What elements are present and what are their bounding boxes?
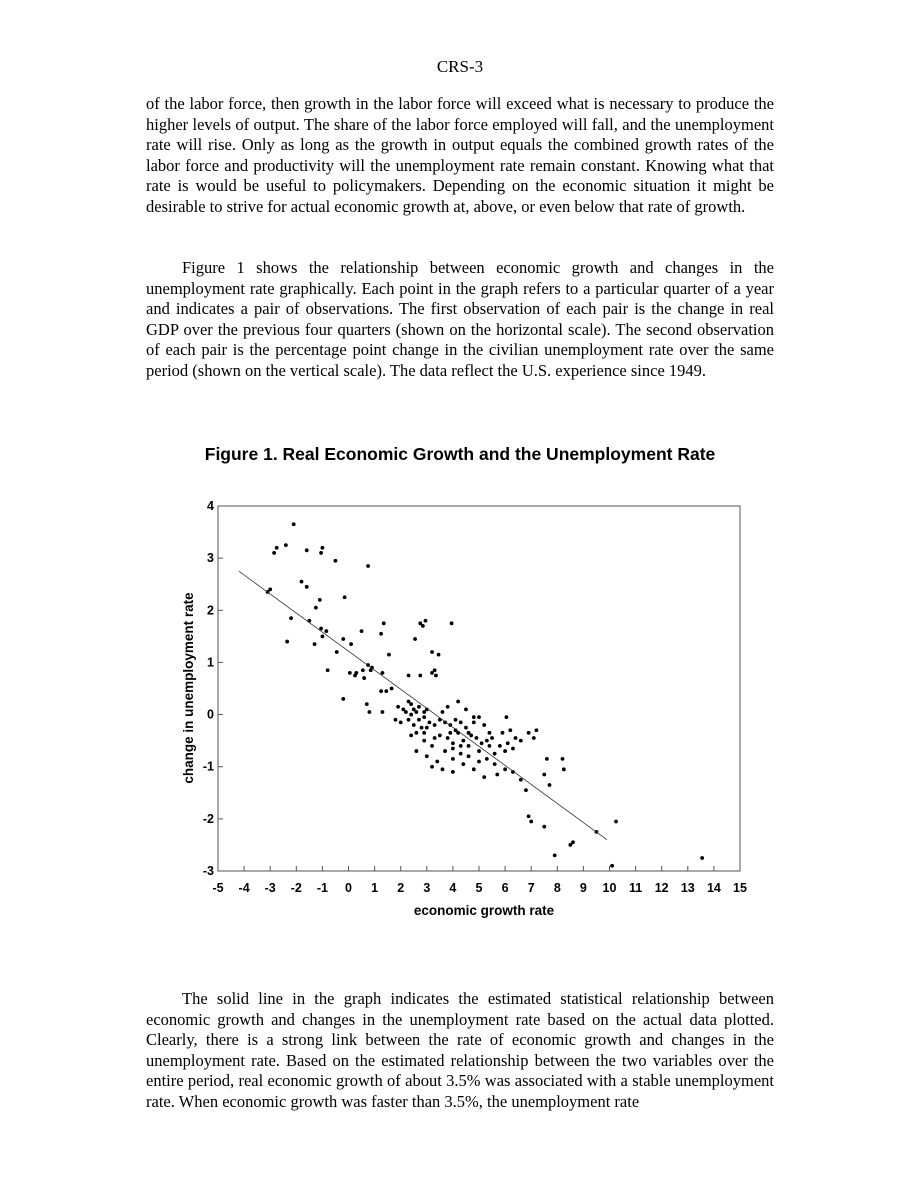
data-point: [413, 637, 417, 641]
data-point: [493, 752, 497, 756]
data-point: [414, 731, 418, 735]
data-point: [545, 757, 549, 761]
data-point: [412, 723, 416, 727]
fit-line: [239, 571, 607, 840]
data-point: [384, 689, 388, 693]
data-point: [399, 720, 403, 724]
x-tick-labels: [212, 881, 747, 895]
x-tick-label: -2: [290, 881, 302, 895]
data-point: [420, 726, 424, 730]
data-point: [434, 674, 438, 678]
x-tick-label: -5: [212, 881, 224, 895]
data-point: [379, 632, 383, 636]
data-point: [488, 731, 492, 735]
page-header: CRS-3: [436, 57, 484, 76]
data-point: [272, 551, 276, 555]
x-tick-label: 11: [628, 881, 643, 895]
data-point: [519, 778, 523, 782]
data-point: [430, 765, 434, 769]
data-point: [422, 739, 426, 743]
data-point: [524, 788, 528, 792]
data-point: [367, 710, 371, 714]
data-point: [433, 736, 437, 740]
data-point: [495, 773, 499, 777]
data-point: [305, 585, 309, 589]
data-point: [514, 736, 518, 740]
data-point: [425, 726, 429, 730]
data-point: [472, 767, 476, 771]
data-point: [519, 739, 523, 743]
data-point: [422, 731, 426, 735]
y-axis-title: change in unemployment rate: [181, 592, 196, 784]
data-point: [508, 728, 512, 732]
data-point: [451, 770, 455, 774]
data-point: [321, 546, 325, 550]
data-point: [446, 705, 450, 709]
data-point: [362, 676, 366, 680]
data-point: [438, 734, 442, 738]
data-point: [381, 710, 385, 714]
paragraph-3: The solid line in the graph indicates the estimated statistical relationship between economic growth and changes in the unemployment rate based on the actual data plotted. Clearly, there is a strong link between the rate of economic growth and changes in the unemployment rate. Based on the estimated relationship between the two variables over the entire period, real economic growth of about 3.5% was associated with a stable unemployment rate. When economic growth was faster than 3.5%, the unemployment rate: [146, 989, 774, 1111]
data-point: [482, 723, 486, 727]
y-tick-label: 3: [207, 551, 214, 566]
data-point: [485, 739, 489, 743]
y-tick-label: -1: [202, 759, 214, 774]
data-point: [433, 668, 437, 672]
data-point: [459, 744, 463, 748]
data-point: [414, 710, 418, 714]
x-tick-label: 2: [397, 881, 405, 895]
data-point: [493, 762, 497, 766]
data-point: [448, 731, 452, 735]
y-tick-labels: [203, 499, 214, 878]
plot-frame: [218, 506, 740, 871]
data-point: [379, 689, 383, 693]
data-point: [477, 715, 481, 719]
data-point: [503, 749, 507, 753]
data-point: [456, 700, 460, 704]
data-point: [464, 707, 468, 711]
data-point: [459, 720, 463, 724]
data-point: [334, 559, 338, 563]
data-point: [542, 773, 546, 777]
data-point: [430, 650, 434, 654]
data-point: [441, 710, 445, 714]
data-point: [326, 668, 330, 672]
data-point: [424, 619, 428, 623]
data-point: [428, 720, 432, 724]
data-point: [529, 820, 533, 824]
x-tick-label: -1: [316, 881, 328, 895]
data-point: [474, 736, 478, 740]
x-tick-label: 9: [579, 881, 587, 895]
data-point: [365, 702, 369, 706]
data-point: [553, 853, 557, 857]
data-point: [485, 757, 489, 761]
data-point: [467, 754, 471, 758]
x-tick-label: 15: [733, 881, 747, 895]
x-tick-label: 14: [706, 881, 721, 895]
data-point: [562, 767, 566, 771]
data-point: [469, 734, 473, 738]
x-tick-label: 6: [501, 881, 509, 895]
data-point: [407, 718, 411, 722]
data-point: [527, 814, 531, 818]
data-point: [366, 564, 370, 568]
data-point: [451, 757, 455, 761]
x-tick-label: 13: [680, 881, 695, 895]
y-tick-label: -2: [202, 811, 214, 826]
data-point: [532, 736, 536, 740]
data-point: [498, 744, 502, 748]
data-point: [300, 580, 304, 584]
data-point: [409, 734, 413, 738]
x-tick-label: 1: [371, 881, 379, 895]
data-point: [418, 674, 422, 678]
data-point: [409, 702, 413, 706]
data-point: [501, 731, 505, 735]
data-point: [433, 723, 437, 727]
y-tick-label: 4: [207, 499, 214, 513]
paragraph-2: Figure 1 shows the relationship between economic growth and changes in the unemployment rate graphically. Each point in the graph refers to a particular quarter of a year and indicates a pair of observations. The first observation of each pair is the change in real GDP over the previous four quarters (shown on the horizontal scale). The second observation of each pair is the percentage point change in the civilian unemployment rate over the same period (shown on the vertical scale). The data reflect the U.S. experience since 1949.: [146, 258, 774, 380]
x-axis-title: economic growth rate: [413, 903, 555, 918]
data-point: [446, 736, 450, 740]
y-tick-label: 1: [207, 655, 214, 670]
data-point: [341, 697, 345, 701]
data-point: [548, 783, 552, 787]
tick-marks: [218, 506, 740, 871]
data-point: [488, 744, 492, 748]
data-point: [417, 718, 421, 722]
data-point: [450, 621, 454, 625]
data-point: [461, 762, 465, 766]
data-point: [421, 624, 425, 628]
data-point: [305, 548, 309, 552]
data-point: [511, 747, 515, 751]
data-point: [443, 749, 447, 753]
data-point: [430, 744, 434, 748]
data-point: [441, 767, 445, 771]
data-point: [381, 671, 385, 675]
data-point: [343, 595, 347, 599]
data-point: [490, 736, 494, 740]
data-point: [505, 715, 509, 719]
data-point: [477, 749, 481, 753]
x-tick-label: -4: [238, 881, 250, 895]
data-point: [335, 650, 339, 654]
data-point: [390, 687, 394, 691]
data-point: [275, 546, 279, 550]
data-point: [417, 705, 421, 709]
data-point: [472, 715, 476, 719]
x-tick-label: 12: [654, 881, 669, 895]
data-point: [425, 754, 429, 758]
data-point: [284, 543, 288, 547]
figure-title: Figure 1. Real Economic Growth and the Unemployment Rate: [204, 444, 716, 464]
x-tick-label: 8: [553, 881, 561, 895]
data-point: [349, 642, 353, 646]
data-point: [437, 653, 441, 657]
data-point: [571, 840, 575, 844]
data-point: [454, 718, 458, 722]
data-point: [414, 749, 418, 753]
data-point: [435, 760, 439, 764]
data-point: [459, 752, 463, 756]
data-point: [360, 629, 364, 633]
data-point: [527, 731, 531, 735]
data-point: [314, 606, 318, 610]
data-point: [467, 744, 471, 748]
x-tick-label: -3: [264, 881, 276, 895]
data-point: [461, 739, 465, 743]
data-point: [289, 616, 293, 620]
data-point: [319, 551, 323, 555]
data-point: [382, 621, 386, 625]
y-tick-label: -3: [202, 864, 214, 878]
data-point: [464, 726, 468, 730]
data-point: [422, 715, 426, 719]
data-point: [700, 856, 704, 860]
data-point: [542, 825, 546, 829]
data-point: [477, 760, 481, 764]
x-tick-label: 3: [423, 881, 431, 895]
data-point: [480, 741, 484, 745]
data-point: [318, 598, 322, 602]
data-point: [535, 728, 539, 732]
data-point: [292, 522, 296, 526]
x-tick-label: 4: [449, 881, 457, 895]
data-point: [313, 642, 317, 646]
x-tick-label: 5: [475, 881, 483, 895]
data-point: [503, 767, 507, 771]
data-points: [266, 522, 704, 867]
data-point: [285, 640, 289, 644]
x-tick-label: 0: [345, 881, 352, 895]
data-point: [561, 757, 565, 761]
data-point: [404, 710, 408, 714]
data-point: [387, 653, 391, 657]
data-point: [341, 637, 345, 641]
data-point: [614, 820, 618, 824]
data-point: [472, 720, 476, 724]
data-point: [482, 775, 486, 779]
data-point: [610, 864, 614, 868]
data-point: [407, 674, 411, 678]
data-point: [353, 674, 357, 678]
data-point: [506, 741, 510, 745]
data-point: [451, 747, 455, 751]
data-point: [451, 741, 455, 745]
y-tick-label: 0: [207, 707, 214, 722]
paragraph-1: of the labor force, then growth in the labor force will exceed what is necessary to produce the higher levels of output. The share of the labor force employed will fall, and the unemployment rate will rise. Only as long as the growth in output equals the combined growth rates of the labor force and productivity will the unemployment rate remain constant. Knowing what that rate is would be useful to policymakers. Depending on the economic situation it might be desirable to strive for actual economic growth at, above, or even below that rate of growth.: [146, 94, 774, 216]
y-tick-label: 2: [207, 603, 214, 618]
data-point: [321, 634, 325, 638]
data-point: [396, 705, 400, 709]
data-point: [361, 668, 365, 672]
data-point: [394, 718, 398, 722]
x-tick-label: 7: [527, 881, 535, 895]
data-point: [324, 629, 328, 633]
data-point: [409, 713, 413, 717]
x-tick-label: 10: [602, 881, 617, 895]
data-point: [348, 671, 352, 675]
